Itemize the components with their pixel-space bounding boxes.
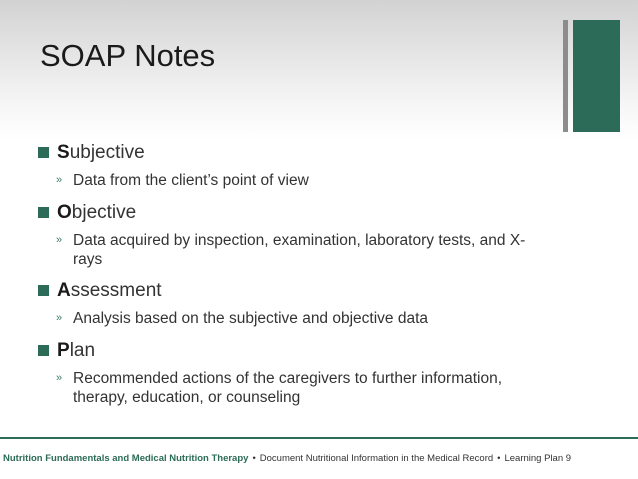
bullet-item-assessment — [38, 277, 558, 329]
footer-separator: • — [252, 453, 256, 464]
bullet-label-rest: lan — [69, 339, 96, 361]
footer-course: Nutrition Fundamentals and Medical Nutrition Therapy — [3, 453, 249, 464]
chevron-bullet-icon: » — [56, 234, 63, 246]
slide-title: SOAP Notes — [40, 38, 216, 73]
bullet-label — [57, 142, 145, 164]
sub-bullet-item — [56, 307, 558, 329]
sub-bullet-text: Analysis based on the subjective and objective data — [73, 310, 429, 327]
bullet-item-plan — [38, 337, 558, 407]
bullet-initial: A — [57, 279, 71, 301]
bullet-initial: P — [57, 339, 70, 361]
sub-bullet-text: Data from the client’s point of view — [73, 172, 309, 189]
bullet-initial: S — [57, 141, 70, 163]
bullet-label-rest: bjective — [71, 201, 137, 223]
bullet-initial: O — [57, 201, 72, 223]
footer-divider — [0, 437, 638, 439]
accent-bar-wide — [573, 20, 620, 132]
footer-plan: Learning Plan 9 — [504, 453, 572, 464]
bullet-item-subjective — [38, 139, 558, 191]
bullet-label — [57, 280, 162, 302]
square-bullet-icon — [38, 147, 49, 158]
square-bullet-icon — [38, 207, 49, 218]
square-bullet-icon — [38, 345, 49, 356]
sub-bullet-item — [56, 367, 558, 407]
bullet-label-rest: ubjective — [69, 141, 145, 163]
bullet-item-objective — [38, 199, 558, 269]
footer — [3, 453, 571, 464]
accent-bar-thin — [563, 20, 568, 132]
sub-bullet-item — [56, 169, 558, 191]
footer-topic: Document Nutritional Information in the Medical Record — [259, 453, 494, 464]
chevron-bullet-icon: » — [56, 312, 63, 324]
sub-bullet-text: Data acquired by inspection, examination, laboratory tests, and X-rays — [73, 232, 526, 268]
bullet-label-rest: ssessment — [70, 279, 162, 301]
chevron-bullet-icon: » — [56, 174, 63, 186]
bullet-label — [57, 202, 136, 224]
sub-bullet-text: Recommended actions of the caregivers to further information, therapy, education, or counseling — [73, 370, 503, 406]
bullet-label — [57, 340, 95, 362]
sub-bullet-item — [56, 229, 558, 269]
chevron-bullet-icon: » — [56, 372, 63, 384]
bullet-list — [38, 139, 558, 415]
footer-separator: • — [497, 453, 501, 464]
square-bullet-icon — [38, 285, 49, 296]
